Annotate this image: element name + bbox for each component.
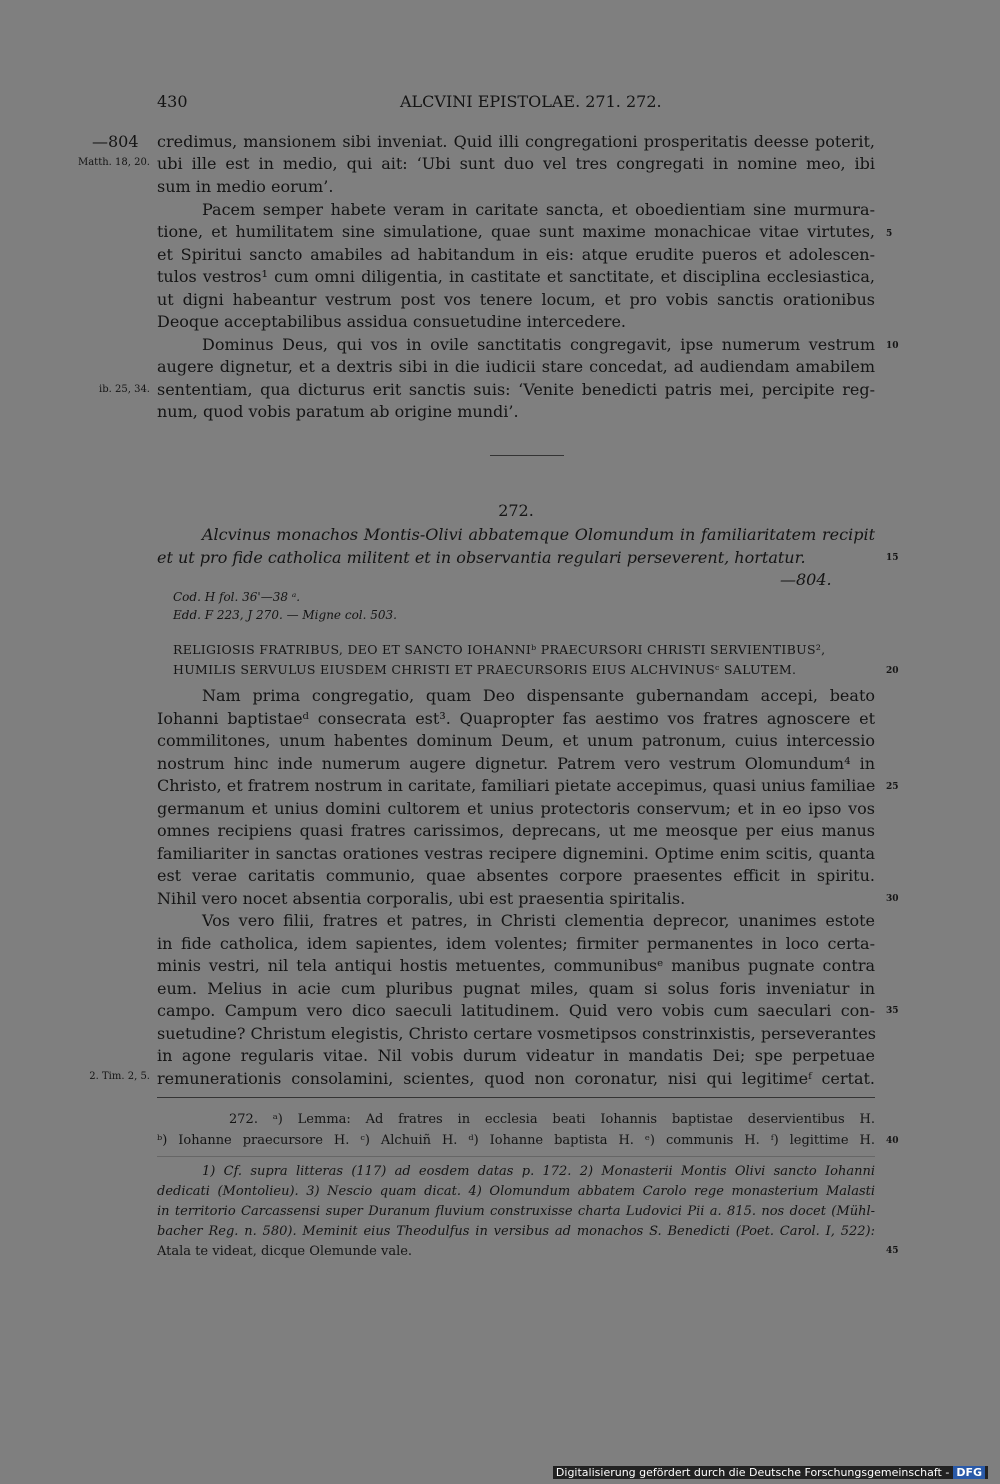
date-margin: —804 xyxy=(92,132,139,151)
letter-number: 272. xyxy=(498,501,534,520)
text-line: Dominus Deus, qui vos in ovile sanctitatis congregavit, ipse numerum vestrum xyxy=(202,335,875,354)
text-line: suetudine? Christum elegistis, Christo certare vosmetipsos constrinxistis, perseverantes xyxy=(157,1024,876,1043)
text-line: Pacem semper habete veram in caritate sancta, et oboedientiam sine murmura- xyxy=(202,200,875,219)
text-line: nostrum hinc inde numerum augere dignetur. Patrem vero vestrum Olomundum⁴ in xyxy=(157,754,875,773)
text-line: familiariter in sanctas orationes vestras recipere dignemini. Optime enim scitis, quanta xyxy=(157,844,875,863)
text-line: remunerationis consolamini, scientes, quod non coronatur, nisi qui legitimeᶠ certat. xyxy=(157,1069,875,1088)
footnote-line: Atala te videat, dicque Olemunde vale. xyxy=(157,1244,413,1259)
footnote-line: bacher Reg. n. 580). Meminit eius Theodulfus in versibus ad monachos S. Benedicti (Poet. Carol. I, 522): xyxy=(157,1224,875,1239)
text-line: sententiam, qua dicturus erit sanctis suis: ‘Venite benedicti patris mei, percipite reg- xyxy=(157,380,875,399)
dfg-footer xyxy=(553,1466,988,1479)
source-line: Edd. F 223, J 270. — Migne col. 503. xyxy=(173,608,397,622)
line-number: 45 xyxy=(886,1246,899,1256)
text-line: commilitones, unum habentes dominum Deum, et unum patronum, cuius intercessio xyxy=(157,731,875,750)
margin-reference: 2. Tim. 2, 5. xyxy=(89,1071,150,1082)
text-line: augere dignetur, et a dextris sibi in die iudicii stare concedat, ad audiendam amabilem xyxy=(157,357,875,376)
line-number: 20 xyxy=(886,666,899,676)
line-number: 40 xyxy=(886,1136,899,1146)
salutation-line: RELIGIOSIS FRATRIBUS, DEO ET SANCTO IOHANNIᵇ PRAECURSORI CHRISTI SERVIENTIBUS², xyxy=(173,642,826,657)
text-line: tione, et humilitatem sine simulatione, quae sunt maxime monachicae vitae virtutes, xyxy=(157,222,875,241)
page-number: 430 xyxy=(157,92,188,111)
text-line: credimus, mansionem sibi inveniat. Quid illi congregationi prosperitatis deesse poterit, xyxy=(157,132,875,151)
margin-reference: Matth. 18, 20. xyxy=(77,157,150,168)
footnote-line: 1) Cf. supra litteras (117) ad eosdem datas p. 172. 2) Monasterii Montis Olivi sancto Iohanni xyxy=(202,1164,875,1179)
text-line: in agone regularis vitae. Nil vobis durum videatur in mandatis Dei; spe perpetuae xyxy=(157,1046,875,1065)
letter-date: —804. xyxy=(780,570,832,589)
text-line: Nam prima congregatio, quam Deo dispensante gubernandam accepi, beato xyxy=(202,686,875,705)
text-line: minis vestri, nil tela antiqui hostis metuentes, communibusᵉ manibus pugnate contra xyxy=(157,956,875,975)
notes-divider xyxy=(157,1156,875,1157)
text-line: ut digni habeantur vestrum post vos tenere locum, et pro vobis sanctis orationibus xyxy=(157,290,875,309)
footnote-line: in territorio Carcassensi super Duranum fluvium construxisse charta Ludovici Pii a. 815. nos docet (Mühl- xyxy=(157,1204,875,1219)
line-number: 35 xyxy=(886,1006,899,1016)
running-title: ALCVINI EPISTOLAE. 271. 272. xyxy=(400,92,662,111)
line-number: 5 xyxy=(886,229,893,239)
text-line: num, quod vobis paratum ab origine mundi’. xyxy=(157,402,519,421)
apparatus-divider xyxy=(157,1097,875,1098)
summary-line: Alcvinus monachos Montis-Olivi abbatemque Olomundum in familiaritatem recipit xyxy=(202,525,875,544)
apparatus-line: ᵇ) Iohanne praecursore H. ᶜ) Alchuiñ H. ᵈ) Iohanne baptista H. ᵉ) communis H. ᶠ) legittime H. xyxy=(157,1133,875,1148)
text-line: in fide catholica, idem sapientes, idem volentes; firmiter permanentes in loco certa- xyxy=(157,934,875,953)
source-line: Cod. H fol. 36'—38 ᵃ. xyxy=(173,590,301,604)
text-line: sum in medio eorum’. xyxy=(157,177,334,196)
text-line: campo. Campum vero dico saeculi latitudinem. Quid vero vobis cum saeculari con- xyxy=(157,1001,875,1020)
salutation-line: HUMILIS SERVULUS EIUSDEM CHRISTI ET PRAECURSORIS EIUS ALCHVINUSᶜ SALUTEM. xyxy=(173,662,797,677)
line-number: 15 xyxy=(886,553,899,563)
text-line: ubi ille est in medio, qui ait: ‘Ubi sunt duo vel tres congregati in nomine meo, ibi xyxy=(157,154,875,173)
footnote-line: dedicati (Montolieu). 3) Nescio quam dicat. 4) Olomundum abbatem Carolo rege monasterium Malasti xyxy=(157,1184,875,1199)
summary-line: et ut pro fide catholica militent et in observantia regulari perseverent, hortatur. xyxy=(157,548,806,567)
text-line: Christo, et fratrem nostrum in caritate, familiari pietate accepimus, quasi unius familiae xyxy=(157,776,876,795)
footer-text: Digitalisierung gefördert durch die Deutsche Forschungsgemeinschaft - xyxy=(555,1466,950,1479)
text-line: tulos vestros¹ cum omni diligentia, in castitate et sanctitate, et disciplina ecclesiastica, xyxy=(157,267,875,286)
line-number: 10 xyxy=(886,341,899,351)
margin-reference: ib. 25, 34. xyxy=(99,384,150,395)
section-divider xyxy=(490,455,564,456)
apparatus-line: 272. ᵃ) Lemma: Ad fratres in ecclesia beati Iohannis baptistae deservientibus H. xyxy=(229,1112,875,1127)
text-line: eum. Melius in acie cum pluribus pugnat miles, quam si solus foris inveniatur in xyxy=(157,979,875,998)
text-line: omnes recipiens quasi fratres carissimos, deprecans, ut me meosque per eius manus xyxy=(157,821,875,840)
text-line: Deoque acceptabilibus assidua consuetudine intercedere. xyxy=(157,312,627,331)
text-line: Vos vero filii, fratres et patres, in Christi clementia deprecor, unanimes estote xyxy=(202,911,875,930)
dfg-logo-icon: DFG xyxy=(953,1466,985,1479)
line-number: 30 xyxy=(886,894,899,904)
text-line: et Spiritui sancto amabiles ad habitandum in eis: atque erudite pueros et adolescen- xyxy=(157,245,875,264)
line-number: 25 xyxy=(886,782,899,792)
text-line: est verae caritatis communio, quae absentes corpore praesentes efficit in spiritu. xyxy=(157,866,875,885)
text-line: germanum et unius domini cultorem et unius protectoris conservum; et in eo ipso vos xyxy=(157,799,875,818)
text-line: Nihil vero nocet absentia corporalis, ubi est praesentia spiritalis. xyxy=(157,889,686,908)
text-line: Iohanni baptistaeᵈ consecrata est³. Quapropter fas aestimo vos fratres agnoscere et xyxy=(157,709,875,728)
